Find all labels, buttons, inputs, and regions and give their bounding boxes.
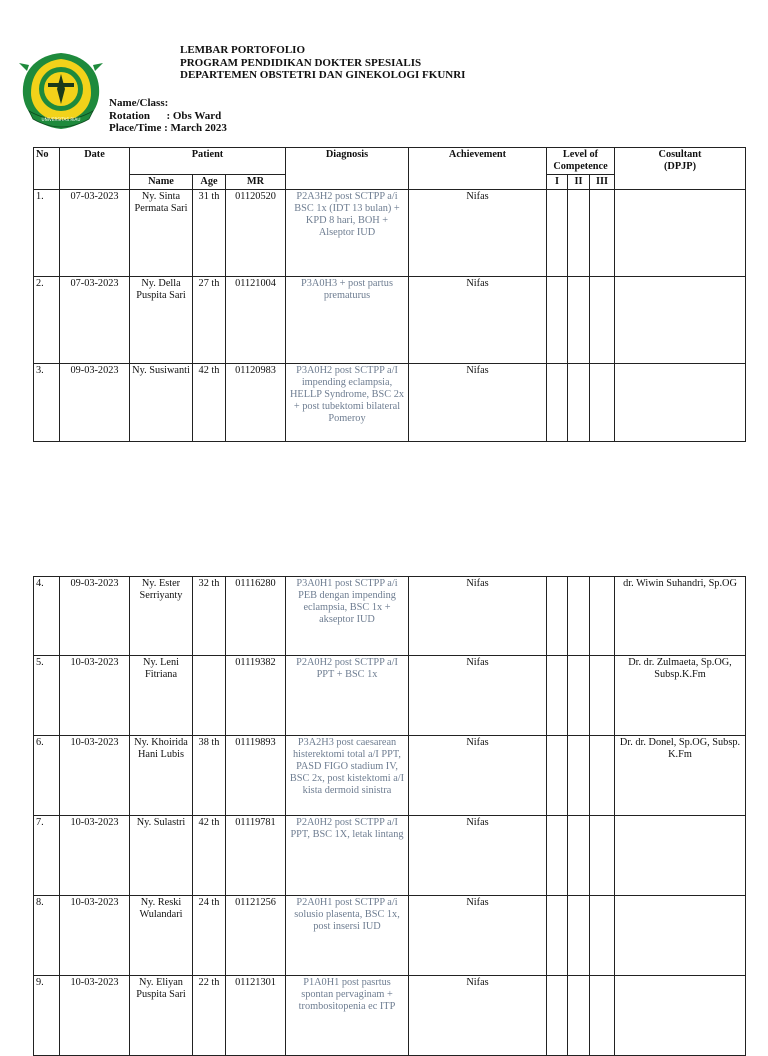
rotation-value: : Obs Ward [166,109,222,122]
row-age: 22 th [193,976,226,1056]
row-age: 24 th [193,896,226,976]
row-name: Ny. Leni Fitriana [130,656,193,736]
col-consultant-line2: (DPJP) [663,161,697,172]
row-mr: 01120983 [226,364,286,442]
col-level [547,148,615,175]
row-mr: 01121004 [226,277,286,364]
row-date: 10-03-2023 [60,816,130,896]
row-name: Ny. Reski Wulandari [130,896,193,976]
rotation-label: Rotation [109,109,150,122]
portfolio-table-page-1 [33,147,746,442]
row-no: 3. [34,364,60,442]
row-no: 7. [34,816,60,896]
col-mr: MR [226,175,286,190]
header-title: LEMBAR PORTOFOLIO [180,44,306,56]
table-row [34,816,746,896]
row-mr: 01120520 [226,190,286,277]
university-logo [17,49,105,133]
row-achievement: Nifas [409,816,547,896]
col-level-iii: III [590,175,615,190]
row-name: Ny. Khoirida Hani Lubis [130,736,193,816]
portfolio-table-page-2 [33,576,746,1056]
row-diagnosis: P3A0H1 post SCTPP a/i PEB dengan impending eclampsia, BSC 1x + akseptor IUD [286,577,409,656]
row-achievement: Nifas [409,976,547,1056]
place-time: Place/Time : March 2023 [109,122,227,134]
table-row [34,736,746,816]
row-mr: 01119781 [226,816,286,896]
row-no: 9. [34,976,60,1056]
row-consultant [615,277,746,364]
row-consultant: Dr. dr. Zulmaeta, Sp.OG, Subsp.K.Fm [615,656,746,736]
table-row [34,656,746,736]
rotation-line [109,110,227,123]
row-consultant: Dr. dr. Donel, Sp.OG, Subsp. K.Fm [615,736,746,816]
col-age: Age [193,175,226,190]
table-row [34,896,746,976]
col-level-ii: II [568,175,590,190]
col-consultant-line1: Cosultant [658,149,702,160]
table-row [34,364,746,442]
col-achievement: Achievement [409,148,547,190]
table-row [34,277,746,364]
row-date: 10-03-2023 [60,656,130,736]
table-row [34,976,746,1056]
row-achievement: Nifas [409,736,547,816]
row-name: Ny. Sinta Permata Sari [130,190,193,277]
row-mr: 01121256 [226,896,286,976]
row-age: 42 th [193,364,226,442]
row-date: 10-03-2023 [60,976,130,1056]
row-name: Ny. Della Puspita Sari [130,277,193,364]
row-name: Ny. Susiwanti [130,364,193,442]
row-no: 6. [34,736,60,816]
row-name: Ny. Eliyan Puspita Sari [130,976,193,1056]
row-no: 2. [34,277,60,364]
row-diagnosis: P2A3H2 post SCTPP a/i BSC 1x (IDT 13 bulan) + KPD 8 hari, BOH + Alseptor IUD [286,190,409,277]
col-diagnosis: Diagnosis [286,148,409,190]
row-consultant [615,896,746,976]
row-name: Ny. Ester Serriyanty [130,577,193,656]
row-achievement: Nifas [409,577,547,656]
row-date: 07-03-2023 [60,190,130,277]
row-diagnosis: P2A0H1 post SCTPP a/i solusio plasenta, BSC 1x, post insersi IUD [286,896,409,976]
row-diagnosis: P2A0H2 post SCTPP a/I PPT + BSC 1x [286,656,409,736]
row-age: 38 th [193,736,226,816]
row-achievement: Nifas [409,364,547,442]
table-row [34,190,746,277]
row-date: 09-03-2023 [60,364,130,442]
row-date: 10-03-2023 [60,896,130,976]
header-department: DEPARTEMEN OBSTETRI DAN GINEKOLOGI FKUNRI [180,69,466,81]
name-class-label: Name/Class: [109,97,169,109]
row-diagnosis: P3A0H2 post SCTPP a/I impending eclampsia, HELLP Syndrome, BSC 2x + post tubektomi bilateral Pomeroy [286,364,409,442]
row-mr: 01119893 [226,736,286,816]
row-consultant: dr. Wiwin Suhandri, Sp.OG [615,577,746,656]
col-level-line1: Level of [562,149,599,160]
row-achievement: Nifas [409,190,547,277]
col-name: Name [130,175,193,190]
header-program: PROGRAM PENDIDIKAN DOKTER SPESIALIS [180,56,422,69]
row-consultant [615,364,746,442]
row-date: 09-03-2023 [60,577,130,656]
row-mr: 01121301 [226,976,286,1056]
row-no: 8. [34,896,60,976]
row-age [193,656,226,736]
row-no: 4. [34,577,60,656]
row-achievement: Nifas [409,277,547,364]
meta-info [109,97,227,135]
document-header [180,44,465,82]
col-no: No [34,148,60,190]
row-age: 32 th [193,577,226,656]
row-date: 10-03-2023 [60,736,130,816]
row-diagnosis: P1A0H1 post pasrtus spontan pervaginam + trombositopenia ec ITP [286,976,409,1056]
row-consultant [615,190,746,277]
table-row [34,577,746,656]
row-consultant [615,976,746,1056]
row-name: Ny. Sulastri [130,816,193,896]
logo-ribbon-text: UNIVERSITAS RIAU [41,117,81,122]
row-age: 27 th [193,277,226,364]
col-level-i: I [547,175,568,190]
row-diagnosis: P2A0H2 post SCTPP a/I PPT, BSC 1X, letak lintang [286,816,409,896]
col-patient: Patient [130,148,286,175]
row-achievement: Nifas [409,896,547,976]
row-consultant [615,816,746,896]
row-age: 42 th [193,816,226,896]
row-diagnosis: P3A0H3 + post partus prematurus [286,277,409,364]
col-date: Date [60,148,130,190]
row-mr: 01116280 [226,577,286,656]
col-level-line2: Competence [553,161,608,172]
row-achievement: Nifas [409,656,547,736]
row-no: 1. [34,190,60,277]
row-no: 5. [34,656,60,736]
row-age: 31 th [193,190,226,277]
row-mr: 01119382 [226,656,286,736]
row-diagnosis: P3A2H3 post caesarean histerektomi total a/I PPT, PASD FIGO stadium IV, BSC 2x, post kistektomi a/I kista dermoid sinistra [286,736,409,816]
col-consultant [615,148,746,190]
row-date: 07-03-2023 [60,277,130,364]
